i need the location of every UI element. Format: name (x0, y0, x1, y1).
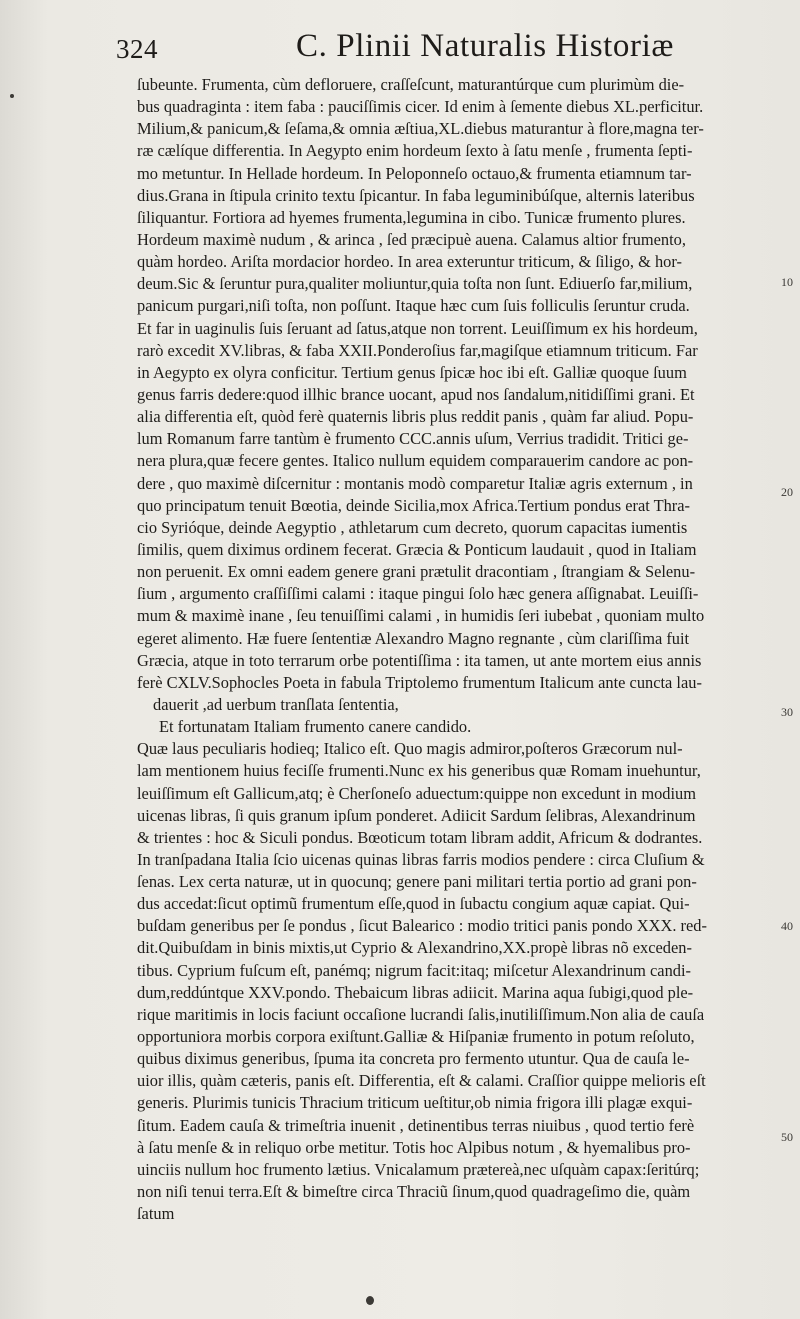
text-line: uicenas libras, ſi quis granum ipſum ponderet. Adiicit Sardum ſelibras, Alexandrinum (137, 805, 696, 825)
text-line: ſimilis, quem diximus ordinem fecerat. Græcia & Ponticum laudauit , quod in Italiam (137, 539, 697, 559)
margin-line-number: 30 (781, 705, 793, 719)
margin-line-number: 50 (781, 1130, 793, 1144)
text-line: deum.Sic & ſeruntur pura,qualiter moliuntur,quia toſta non ſunt. Ediuerſo far,milium, (137, 274, 693, 294)
text-line: generis. Plurimis tunicis Thracium triticum ueſtitur,ob nimia frigora illi plagæ exqui- (137, 1093, 693, 1113)
text-line: dius.Grana in ſtipula crinito textu ſpicantur. In faba leguminibúſque, alternis lateribus (137, 185, 695, 205)
body-text (137, 74, 792, 1247)
page-header (116, 28, 676, 72)
text-line: uior illis, quàm cæteris, panis eſt. Differentia, eſt & calami. Craſſior quippe melioris eſt (137, 1071, 706, 1091)
text-line: In tranſpadana Italia ſcio uicenas quinas libras farris modios pendere : circa Cluſium & (137, 849, 705, 869)
text-line: ræ cælíque differentia. In Aegypto enim hordeum ſexto à ſatu menſe , frumenta ſepti- (137, 141, 693, 161)
text-line: lum Romanum farre tantùm è frumento CCC.annis uſum, Verrius tradidit. Tritici ge- (137, 429, 689, 449)
text-line: alia differentia eſt, quòd ferè quaternis libris plus reddit panis , quàm far aliud. Popu- (137, 407, 694, 427)
margin-line-number: 40 (781, 919, 793, 933)
text-line: non niſi tenui terra.Eſt & bimeſtre circa Thraciũ ſinum,quod quadrageſimo die, quàm (137, 1182, 691, 1202)
text-line: ſatum (137, 1204, 175, 1224)
text-line: Et far in uaginulis ſuis ſeruant ad ſatus,atque non torrent. Leuiſſimum ex his hordeum, (137, 318, 698, 338)
text-line: rique maritimis in locis faciunt occaſione lucrandi ſalis,inutiliſſimum.Non alia de cauſa (137, 1004, 705, 1024)
text-line: dit.Quibuſdam in binis mixtis,ut Cyprio & Alexandrino,XX.propè libras nõ exceden- (137, 938, 692, 958)
margin-line-number: 20 (781, 485, 793, 499)
page-number: 324 (116, 34, 158, 64)
text-line: dere , quo maximè diſcernitur : montanis modò comparetur Italiæ agris externum , in (137, 473, 693, 493)
ink-spot (366, 1296, 374, 1305)
margin-line-number: 10 (781, 275, 793, 289)
text-line: Quæ laus peculiaris hodieq; Italico eſt. Quo magis admiror,poſteros Græcorum nul- (137, 739, 683, 759)
text-line: tibus. Cyprium fuſcum eſt, panémq; nigrum facit:itaq; miſcetur Alexandrinum candi- (137, 960, 691, 980)
text-line: ſiliquantur. Fortiora ad hyemes frumenta,legumina in cibo. Tunicæ frumento plures. (137, 207, 686, 227)
text-line: Milium,& panicum,& ſeſama,& omnia æſtiua,XL.diebus maturantur à flore,magna ter- (137, 119, 704, 139)
text-line: ſubeunte. Frumenta, cùm defloruere, craſſeſcunt, maturantúrque cum plurimùm die- (137, 75, 685, 94)
text-line (137, 1225, 792, 1247)
text-line: bus quadraginta : item faba : pauciſſimis cicer. Id enim à ſemente diebus XL.perficitur. (137, 97, 704, 117)
text-line: in Aegypto ex olyra conficitur. Tertium genus ſpicæ hoc ibi eſt. Galliæ quoque ſuum (137, 362, 687, 382)
text-line: mo metuntur. In Hellade hordeum. In Peloponneſo octauo,& frumenta etiamnum tar- (137, 163, 692, 183)
text-line: non peruenit. Ex omni eadem genere grani prætulit dracontiam , ſtrangiam & Selenu- (137, 562, 696, 582)
text-line: cio Syrióque, deinde Aegyptio , athletarum cum decreto, quorum capacitas iumentis (137, 517, 688, 537)
text-line: quibus diximus generibus, ſpuma ita concreta pro fermento utuntur. Qua de cauſa le- (137, 1049, 690, 1069)
verse-quotation: Et fortunatam Italiam frumento canere candido. (159, 717, 472, 737)
text-line: ſium , argumento craſſiſſimi calami : itaque pingui ſolo hæc genera aſſignabat. Leuiſſi- (137, 584, 699, 604)
text-line: ſenas. Lex certa naturæ, ut in quocunq; genere pani militari tertia portio ad grani pon- (137, 872, 697, 892)
text-line: uinciis nullum hoc frumento lætius. Vnicalamum prætereà,nec uſquàm capax:ſeritúrq; (137, 1159, 700, 1179)
text-line: Græcia, atque in toto terrarum orbe potentiſſima : ita tamen, ut ante mortem eius annis (137, 650, 702, 670)
text-line: & trientes : hoc & Siculi pondus. Bœoticum totam libram addit, Africum & dodrantes. (137, 827, 703, 847)
running-title: C. Plinii Naturalis Historiæ (296, 28, 674, 64)
text-line: ſitum. Eadem cauſa & trimeſtria inuenit , detinentibus terras niuibus , quod tertio ferè (137, 1115, 695, 1135)
text-line: panicum purgari,niſi toſta, non poſſunt. Itaque hæc cum ſuis folliculis ſeruntur cruda. (137, 296, 690, 316)
ink-spot (10, 94, 14, 98)
text-line: dum,reddúntque XXV.pondo. Thebaicum libras adiicit. Marina aqua ſubigi,quod ple- (137, 982, 694, 1002)
text-line: lam mentionem huius feciſſe frumenti.Nunc ex his generibus quæ Romam inuehuntur, (137, 761, 701, 781)
text-line: egeret alimento. Hæ fuere ſententiæ Alexandro Magno regnante , cùm clariſſima fuit (137, 628, 690, 648)
text-line: à ſatu menſe & in reliquo orbe metitur. Totis hoc Alpibus notum , & hyemalibus pro- (137, 1137, 691, 1157)
text-line: ferè CXLV.Sophocles Poeta in fabula Triptolemo frumentum Italicum ante cuncta lau- (137, 672, 702, 692)
text-line: rarò excedit XV.libras, & faba XXII.Ponderoſius far,magiſque etiamnum triticum. Far (137, 340, 698, 360)
text-line: buſdam generibus per ſe pondus , ſicut Balearico : modio tritici panis pondo XXX. red- (137, 916, 707, 936)
text-line: nera plura,quæ fecere gentes. Italico nullum equidem comparauerim candore ac pon- (137, 451, 694, 471)
text-line: dus accedat:ſicut optimũ frumentum eſſe,quod in ſubactu congium aquæ capiat. Qui- (137, 894, 690, 914)
text-line: genus farris dedere:quod illhic brance uocant, apud nos ſandalum,nitidiſſimi grani. Et (137, 384, 695, 404)
text-line: opportuniora morbis corpora exiſtunt.Galliæ & Hiſpaniæ frumento in potum reſoluto, (137, 1027, 695, 1047)
text-line: quàm hordeo. Ariſta mordacior hordeo. In area exteruntur triticum, & ſiligo, & hor- (137, 252, 682, 272)
text-line: leuiſſimum eſt Gallicum,atq; è Cherſoneſo aduectum:quippe non excedunt in modium (137, 783, 696, 803)
text-line: dauerit ,ad uerbum tranſlata ſententia, (153, 694, 399, 714)
text-line: mum & maximè inane , ſeu tenuiſſimi calami , in humidis ſeri iubebat , quoniam multo (137, 606, 705, 626)
text-line: quo principatum tenuit Bœotia, deinde Sicilia,mox Africa.Tertium pondus erat Thra- (137, 495, 690, 515)
text-line: Hordeum maximè nudum , & arinca , ſed præcipuè auena. Calamus altior frumento, (137, 229, 686, 249)
